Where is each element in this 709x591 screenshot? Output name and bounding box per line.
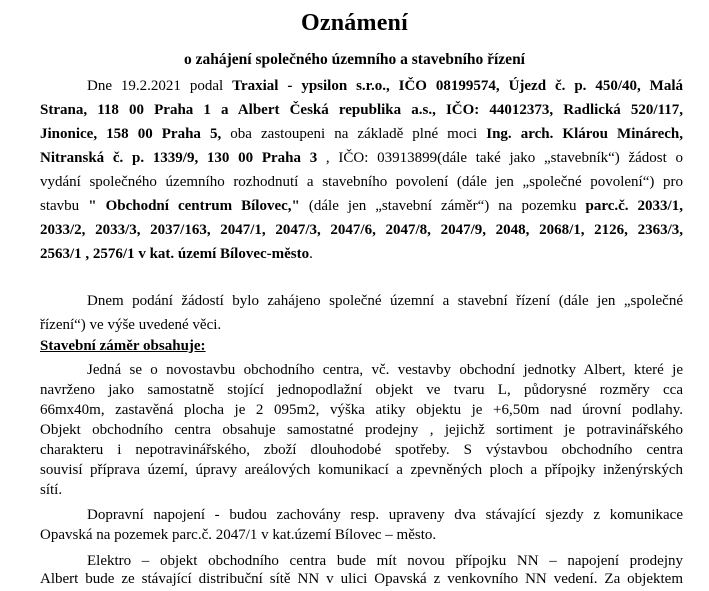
paragraph-line: Elektro – objekt obchodního centra bude mít novou přípojku NN – napojení prodejny xyxy=(87,553,683,569)
paragraph-line: sítí. xyxy=(40,482,63,498)
paragraph-line: Objekt obchodního centra obsahuje samostatné prodejny , jejichž sortiment je potravinářského xyxy=(40,422,683,438)
paragraph-line: Dnem podání žádostí bylo zahájeno společné územní a stavební řízení (dále jen „společné xyxy=(87,293,683,309)
document-subtitle: o zahájení společného územního a stavebního řízení xyxy=(183,51,525,68)
paragraph-line: Nitranská č. p. 1339/9, 130 00 Praha 3 , IČO: 03913899(dále také jako „stavebník“) žádost o xyxy=(40,150,683,166)
paragraph-line: 2563/1 , 2576/1 v kat. území Bílovec-město. xyxy=(40,246,313,262)
paragraph-line: navrženo jako samostatně stojící jednopodlažní objekt ve tvaru L, půdorysné rozměry cca xyxy=(40,382,683,398)
paragraph-line: stavbu " Obchodní centrum Bílovec," (dále jen „stavební záměr“) na pozemku parc.č. 2033/1, xyxy=(40,198,683,214)
paragraph-line: vydání společného územního rozhodnutí a stavebního povolení (dále jen „společné povolení“) pro xyxy=(40,174,683,190)
document-title: Oznámení xyxy=(301,10,408,36)
paragraph-line: Dopravní napojení - budou zachovány resp. upraveny dva stávající sjezdy z komunikace xyxy=(87,507,683,523)
paragraph-line: souvisí příprava území, úpravy areálových komunikací a zpevněných ploch a přípojky inženýrských xyxy=(40,462,683,478)
paragraph-line: řízení“) ve výše uvedené věci. xyxy=(40,317,222,333)
paragraph-line: charakteru i nepotravinářského, zboží dlouhodobé spotřeby. S výstavbou obchodního centra xyxy=(40,442,683,458)
paragraph-line: Jinonice, 158 00 Praha 5, oba zastoupeni na základě plné moci Ing. arch. Klárou Minárech, xyxy=(40,126,684,142)
paragraph-line: Strana, 118 00 Praha 1 a Albert Česká republika a.s., IČO: 44012373, Radlická 520/117, xyxy=(40,102,683,118)
paragraph-line: Opavská na pozemek parc.č. 2047/1 v kat.území Bílovec – město. xyxy=(40,527,437,543)
paragraph-line: Dne 19.2.2021 podal Traxial - ypsilon s.r.o., IČO 08199574, Újezd č. p. 450/40, Malá xyxy=(87,78,683,94)
section-heading: Stavební záměr obsahuje: xyxy=(40,338,206,354)
paragraph-line: Jedná se o novostavbu obchodního centra, vč. vestavby obchodní jednotky Albert, které je xyxy=(87,362,683,378)
paragraph-line: 2033/2, 2033/3, 2037/163, 2047/1, 2047/3, 2047/6, 2047/8, 2047/9, 2048, 2068/1, 2126, 2363/3, xyxy=(40,222,683,238)
paragraph-line: 66mx40m, zastavěná plocha je 2 095m2, výška atiky objektu je +6,50m nad úrovní podlahy. xyxy=(40,402,683,418)
paragraph-line: Albert bude ze stávající distribuční sítě NN v ulici Opavská z venkovního NN vedení. Za objektem xyxy=(40,571,683,587)
